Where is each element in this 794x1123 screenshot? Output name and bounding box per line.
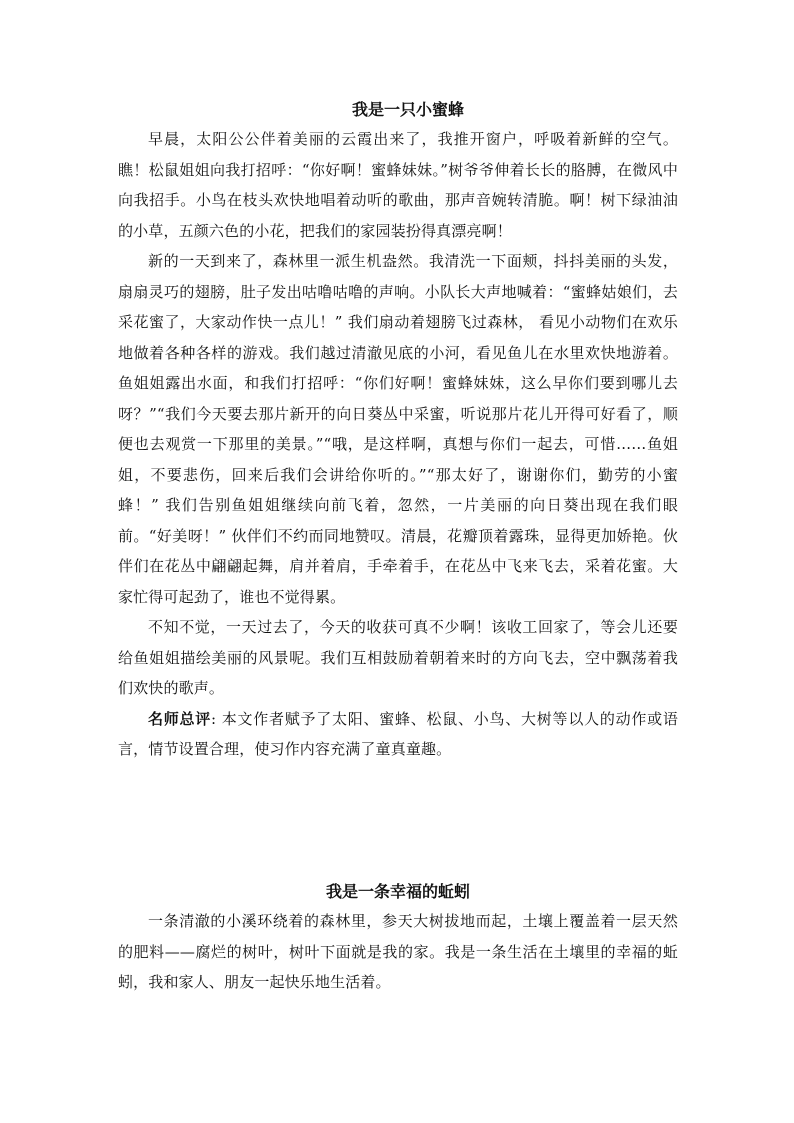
essay-little-bee (118, 98, 678, 765)
essay-paragraph: 一条清澈的小溪环绕着的森林里，参天大树拔地而起，土壤上覆盖着一层天然的肥料——腐烂的树叶，树叶下面就是我的家。我是一条生活在土壤里的幸福的蚯蚓，我和家人、朋友一起快乐地生活着。 (118, 912, 678, 991)
teacher-comment-text: : 本文作者赋予了太阳、蜜蜂、松鼠、小鸟、大树等以人的动作或语言，情节设置合理，使习作内容充满了童真童趣。 (118, 709, 678, 758)
essay-paragraph: 早晨，太阳公公伴着美丽的云霞出来了，我推开窗户，呼吸着新鲜的空气。瞧！松鼠姐姐向我打招呼：“你好啊！蜜蜂妹妹。”树爷爷伸着长长的胳膊，在微风中向我招手。小鸟在枝头欢快地唱着动听的歌曲，那声音婉转清脆。啊！树下绿油油的小草，五颜六色的小花，把我们的家园装扮得真漂亮啊！ (118, 130, 678, 240)
essay-title: 我是一只小蜜蜂 (351, 100, 464, 119)
essay-happy-earthworm (118, 880, 678, 998)
essay-title: 我是一条幸福的蚯蚓 (325, 882, 470, 901)
teacher-comment-label: 名师总评 (148, 709, 212, 728)
teacher-comment (118, 704, 678, 765)
essay-paragraph: 新的一天到来了，森林里一派生机盎然。我清洗一下面颊，抖抖美丽的头发，扇扇灵巧的翅膀，肚子发出咕噜咕噜的声响。小队长大声地喊着：“蜜蜂姑娘们，去采花蜜了，大家动作快一点儿！” 我们扇动着翅膀飞过森林， 看见小动物们在欢乐地做着各种各样的游戏。我们越过清澈见底的小河，看见鱼儿在水里欢快地游着。鱼姐姐露出水面，和我们打招呼：“你们好啊！蜜蜂妹妹，这么早你们要到哪儿去呀？”“我们今天要去那片新开的向日葵丛中采蜜，听说那片花儿开得可好看了，顺便也去观赏一下那里的美景。”“哦，是这样啊，真想与你们一起去，可惜……鱼姐姐，不要悲伤，回来后我们会讲给你听的。”“那太好了，谢谢你们，勤劳的小蜜蜂！” 我们告别鱼姐姐继续向前飞着，忽然，一片美丽的向日葵出现在我们眼前。“好美呀！” 伙伴们不约而同地赞叹。清晨，花瓣顶着露珠，显得更加娇艳。伙伴们在花丛中翩翩起舞，肩并着肩，手牵着手，在花丛中飞来飞去，采着花蜜。大家忙得可起劲了，谁也不觉得累。 (118, 252, 678, 606)
essay-paragraph: 不知不觉，一天过去了，今天的收获可真不少啊！该收工回家了，等会儿还要给鱼姐姐描绘美丽的风景呢。我们互相鼓励着朝着来时的方向飞去，空中飘荡着我们欢快的歌声。 (118, 618, 678, 697)
